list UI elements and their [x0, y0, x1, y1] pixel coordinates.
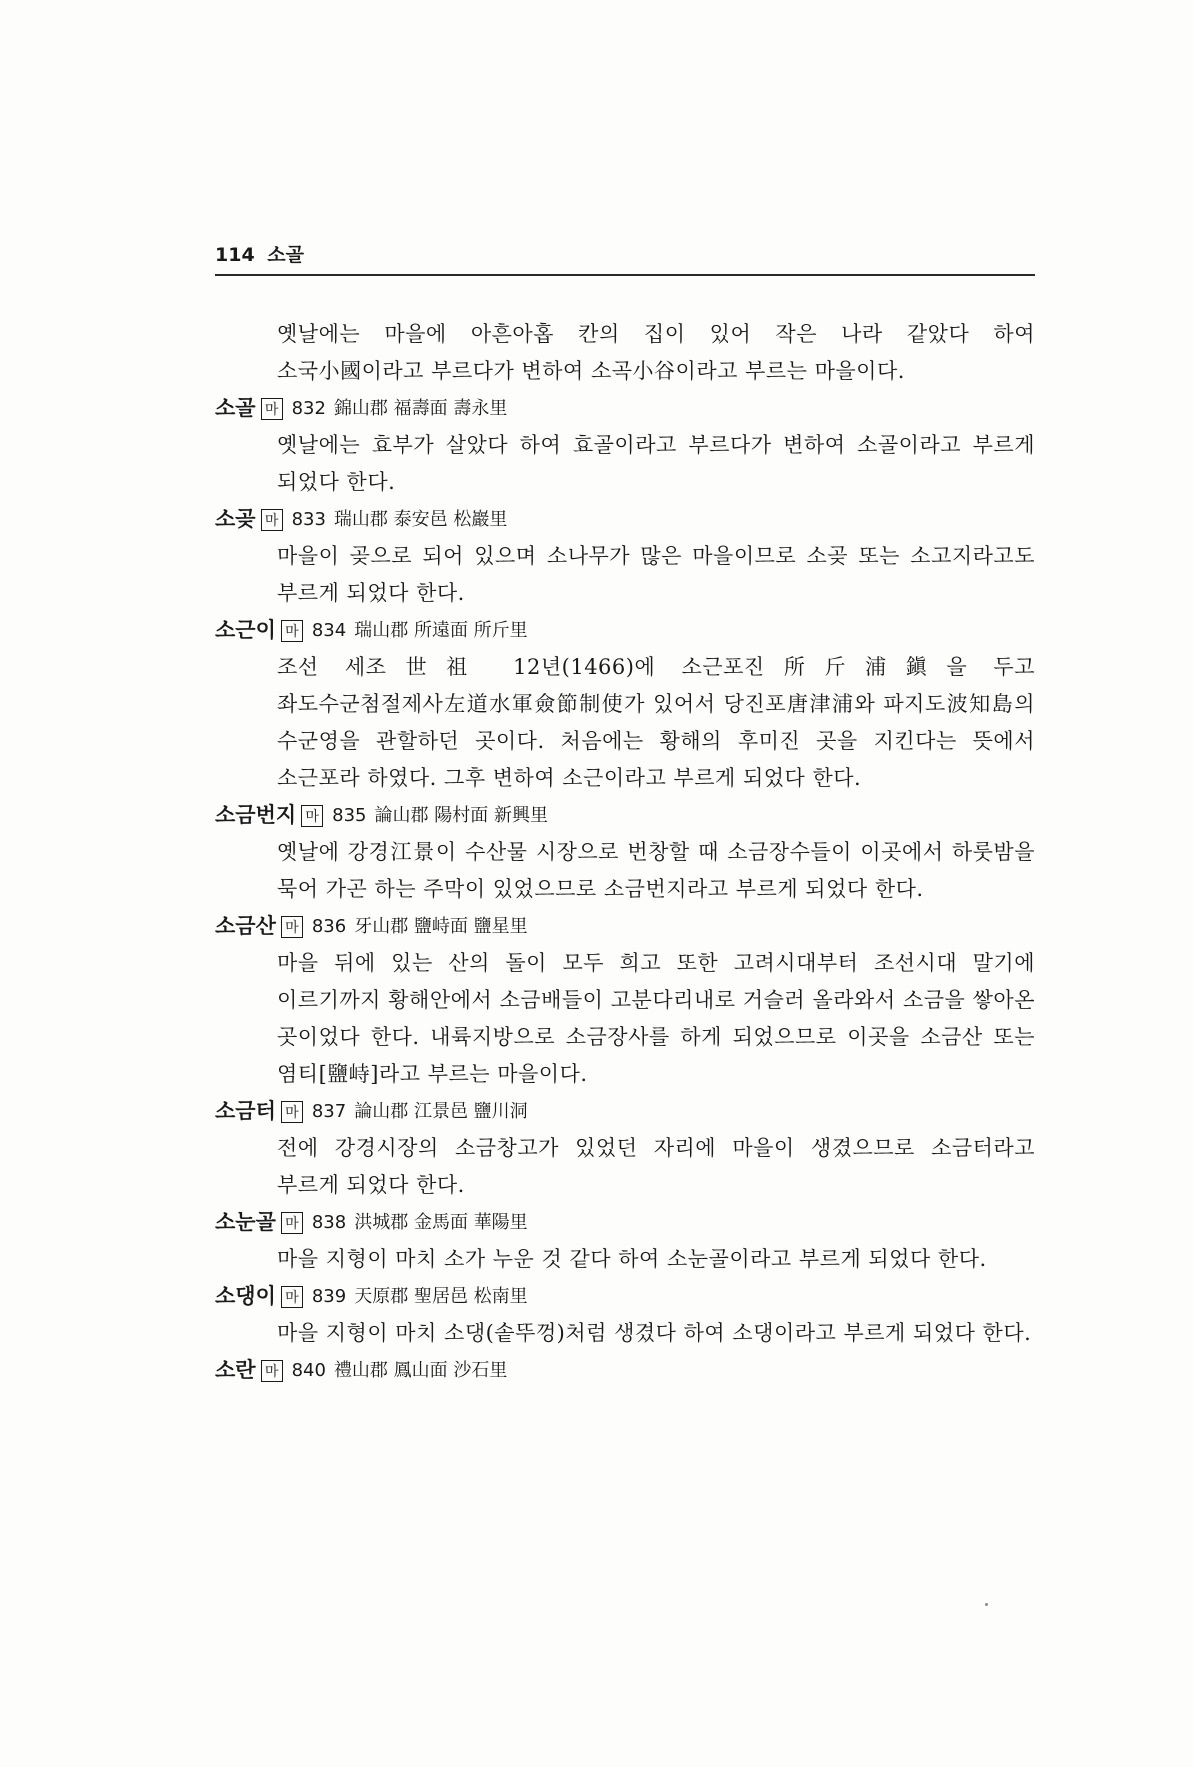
- entry-name: 소골: [215, 396, 256, 420]
- entry-heading: [215, 1204, 1035, 1241]
- entry-name: 소댕이: [215, 1284, 276, 1308]
- entry-text: 마을 지형이 마치 소가 누운 것 같다 하여 소눈골이라고 부르게 되었다 한다.: [277, 1247, 987, 1271]
- entry-heading: [215, 1352, 1035, 1389]
- entry-name: 소금산: [215, 914, 276, 938]
- entry-location: 瑞山郡 泰安邑 松巖里: [333, 509, 508, 530]
- entry-text: 옛날에는 효부가 살았다 하여 효골이라고 부르다가 변하여 소골이라고 부르게 되었다 한다.: [277, 433, 1035, 494]
- entry-location: 天原郡 聖居邑 松南里: [354, 1286, 528, 1307]
- entry-heading: [215, 390, 1035, 427]
- entry-text: 마을 뒤에 있는 산의 돌이 모두 희고 또한 고려시대부터 조선시대 말기에 이르기까지 황해안에서 소금배들이 고분다리내로 거슬러 올라와서 소금을 쌓아온 곳이었다 한다. 내륙지방으로 소금장사를 하게 되었으므로 이곳을 소금산 또는 염티[鹽峙]라고 부르는 마을이다.: [277, 951, 1035, 1086]
- running-header: [215, 240, 1035, 276]
- entry: [215, 390, 1035, 501]
- entry-name: 소금터: [215, 1099, 276, 1123]
- entry-heading: [215, 797, 1035, 834]
- entry-text: 전에 강경시장의 소금창고가 있었던 자리에 마을이 생겼으므로 소금터라고 부르게 되었다 한다.: [277, 1136, 1035, 1197]
- entry-location: 禮山郡 鳳山面 沙石里: [333, 1360, 508, 1381]
- entry-name: 소금번지: [215, 803, 297, 827]
- entry: [215, 1093, 1035, 1204]
- entry-location: 瑞山郡 所遠面 所斤里: [354, 620, 528, 641]
- entry-heading: [215, 1093, 1035, 1130]
- entry-number: 833: [291, 509, 326, 530]
- entry-location: 錦山郡 福壽面 壽永里: [333, 398, 508, 419]
- entry-text: 조선 세조世祖 12년(1466)에 소근포진所斤浦鎭을 두고 좌도수군첨절제사左道水軍僉節制使가 있어서 당진포唐津浦와 파지도波知島의 수군영을 관할하던 곳이다. 처음에는 황해의 후미진 곳을 지킨다는 뜻에서 소근포라 하였다. 그후 변하여 소근이라고 부르게 되었다 한다.: [277, 655, 1035, 790]
- entry: [215, 908, 1035, 1093]
- entry-heading: [215, 501, 1035, 538]
- entry-location: 論山郡 江景邑 鹽川洞: [354, 1101, 528, 1122]
- entry-number: 834: [311, 620, 347, 641]
- village-mark-icon: 마: [281, 620, 303, 642]
- continued-text: 옛날에는 마을에 아흔아홉 칸의 집이 있어 작은 나라 같았다 하여 소국小國이라고 부르다가 변하여 소곡小谷이라고 부르는 마을이다.: [277, 322, 1035, 383]
- entry-number: 836: [311, 916, 347, 937]
- entry-location: 論山郡 陽村面 新興里: [374, 805, 548, 826]
- entry-heading: [215, 1278, 1035, 1315]
- entry-name: 소눈골: [215, 1210, 276, 1234]
- entry-name: 소곶: [215, 507, 256, 531]
- village-mark-icon: 마: [281, 916, 303, 938]
- entry-heading: [215, 908, 1035, 945]
- entry-text: 마을 지형이 마치 소댕(솥뚜껑)처럼 생겼다 하여 소댕이라고 부르게 되었다 한다.: [277, 1321, 1032, 1345]
- entry-number: 840: [291, 1360, 326, 1381]
- village-mark-icon: 마: [261, 509, 283, 531]
- village-mark-icon: 마: [281, 1212, 303, 1234]
- entry: [215, 1204, 1035, 1278]
- entry-number: 839: [311, 1286, 347, 1307]
- entry-location: 洪城郡 金馬面 華陽里: [354, 1212, 528, 1233]
- entry-number: 837: [311, 1101, 347, 1122]
- village-mark-icon: 마: [281, 1101, 303, 1123]
- entry-list: [215, 316, 1035, 1389]
- entry-text: 마을이 곶으로 되어 있으며 소나무가 많은 마을이므로 소곶 또는 소고지라고도 부르게 되었다 한다.: [277, 544, 1035, 605]
- page-number: 114: [215, 244, 255, 266]
- scan-speck: [985, 1603, 988, 1606]
- village-mark-icon: 마: [301, 805, 323, 827]
- entry-number: 832: [291, 398, 326, 419]
- running-title: 소골: [267, 244, 305, 266]
- entry-name: 소근이: [215, 618, 276, 642]
- village-mark-icon: 마: [261, 1360, 283, 1382]
- entry-number: 838: [311, 1212, 347, 1233]
- entry-name: 소란: [215, 1358, 256, 1382]
- entry: [215, 797, 1035, 908]
- entry: [215, 1352, 1035, 1389]
- entry-location: 牙山郡 鹽峙面 鹽星里: [354, 916, 528, 937]
- entry: [215, 612, 1035, 797]
- entry-text: 옛날에 강경江景이 수산물 시장으로 번창할 때 소금장수들이 이곳에서 하룻밤을 묵어 가곤 하는 주막이 있었으므로 소금번지라고 부르게 되었다 한다.: [277, 840, 1035, 901]
- entry-number: 835: [332, 805, 367, 826]
- village-mark-icon: 마: [281, 1286, 303, 1308]
- entry-heading: [215, 612, 1035, 649]
- village-mark-icon: 마: [261, 398, 283, 420]
- entry: [215, 1278, 1035, 1352]
- entry: [215, 501, 1035, 612]
